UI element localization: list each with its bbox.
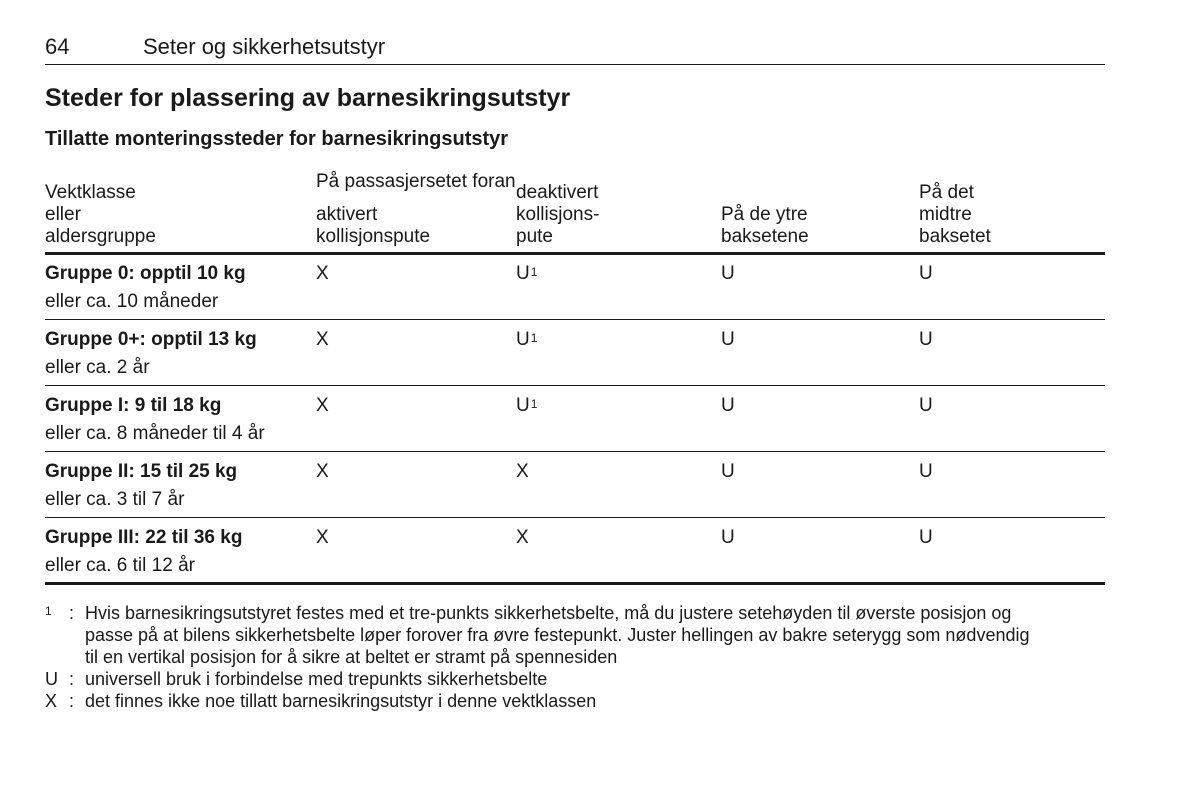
chapter-title: Seter og sikkerhetsutstyr xyxy=(143,34,386,59)
footnote-text: universell bruk i forbindelse med trepunkts sikkerhetsbelte xyxy=(85,669,548,689)
footnote-key: U xyxy=(45,669,58,689)
footnote-ref: 1 xyxy=(530,265,538,279)
table-row xyxy=(45,255,1105,321)
row-divider xyxy=(45,517,1105,518)
value-outer-rear: U xyxy=(721,395,735,416)
footnote-separator: : xyxy=(69,603,75,623)
value-airbag-deactivated: X xyxy=(516,527,529,548)
footnote-u xyxy=(45,668,1107,690)
value-airbag-active: X xyxy=(316,395,329,416)
value-airbag-deactivated: X xyxy=(516,461,529,482)
group-label: Gruppe 0: opptil 10 kg xyxy=(45,263,246,284)
table-row xyxy=(45,387,1105,453)
value-middle-rear: U xyxy=(919,263,933,284)
front-passenger-seat-group-header: På passasjersetet foran xyxy=(316,171,516,192)
table-row xyxy=(45,519,1105,585)
value-middle-rear: U xyxy=(919,395,933,416)
age-label: eller ca. 6 til 12 år xyxy=(45,555,195,576)
footnote-separator: : xyxy=(69,669,75,689)
table-bottom-rule xyxy=(45,582,1105,585)
footnote-1 xyxy=(45,602,1107,668)
footnote-separator: : xyxy=(69,691,75,711)
value-airbag-deactivated: $U^1$ xyxy=(516,395,538,416)
age-label: eller ca. 8 måneder til 4 år xyxy=(45,423,265,444)
page-number: 64 xyxy=(45,34,70,59)
footnotes xyxy=(45,602,1107,712)
value-outer-rear: U xyxy=(721,263,735,284)
page-header xyxy=(45,34,1105,65)
footnote-key: X xyxy=(45,691,58,711)
value-airbag-deactivated: $U^1$ xyxy=(516,263,538,284)
value-middle-rear: U xyxy=(919,527,933,548)
footnote-ref: 1 xyxy=(530,397,538,411)
table-row xyxy=(45,321,1105,387)
value-middle-rear: U xyxy=(919,461,933,482)
group-label: Gruppe III: 22 til 36 kg xyxy=(45,527,243,548)
group-label: Gruppe 0+: opptil 13 kg xyxy=(45,329,257,350)
group-label: Gruppe I: 9 til 18 kg xyxy=(45,395,222,416)
value-airbag-active: X xyxy=(316,329,329,350)
value-airbag-active: X xyxy=(316,263,329,284)
value-airbag-deactivated: $U^1$ xyxy=(516,329,538,350)
footnote-x xyxy=(45,690,1107,712)
value-outer-rear: U xyxy=(721,461,735,482)
age-label: eller ca. 3 til 7 år xyxy=(45,489,185,510)
table-row xyxy=(45,453,1105,519)
table-title: Tillatte monteringssteder for barnesikringsutstyr xyxy=(45,128,509,150)
footnote-ref: 1 xyxy=(530,331,538,345)
footnote-text: Hvis barnesikringsutstyret festes med et tre-punkts sikkerhetsbelte, må du justere setehøyden til øverste posisjon og passe på at bilens sikkerhetsbelte løper forover fra øvre festepunkt. Juster hellingen av bakre seterygg som nødvendig til en vertikal posisjon for å sikre at beltet er stramt på spennesiden xyxy=(85,603,1030,667)
value-middle-rear: U xyxy=(919,329,933,350)
value-airbag-active: X xyxy=(316,527,329,548)
value-outer-rear: U xyxy=(721,527,735,548)
row-divider xyxy=(45,319,1105,320)
row-divider xyxy=(45,385,1105,386)
section-title: Steder for plassering av barnesikringsutstyr xyxy=(45,84,571,112)
row-divider xyxy=(45,451,1105,452)
group-label: Gruppe II: 15 til 25 kg xyxy=(45,461,238,482)
value-outer-rear: U xyxy=(721,329,735,350)
value-airbag-active: X xyxy=(316,461,329,482)
footnote-key: 1 xyxy=(45,604,52,618)
age-label: eller ca. 10 måneder xyxy=(45,291,219,312)
footnote-text: det finnes ikke noe tillatt barnesikringsutstyr i denne vektklassen xyxy=(85,691,597,711)
age-label: eller ca. 2 år xyxy=(45,357,150,378)
